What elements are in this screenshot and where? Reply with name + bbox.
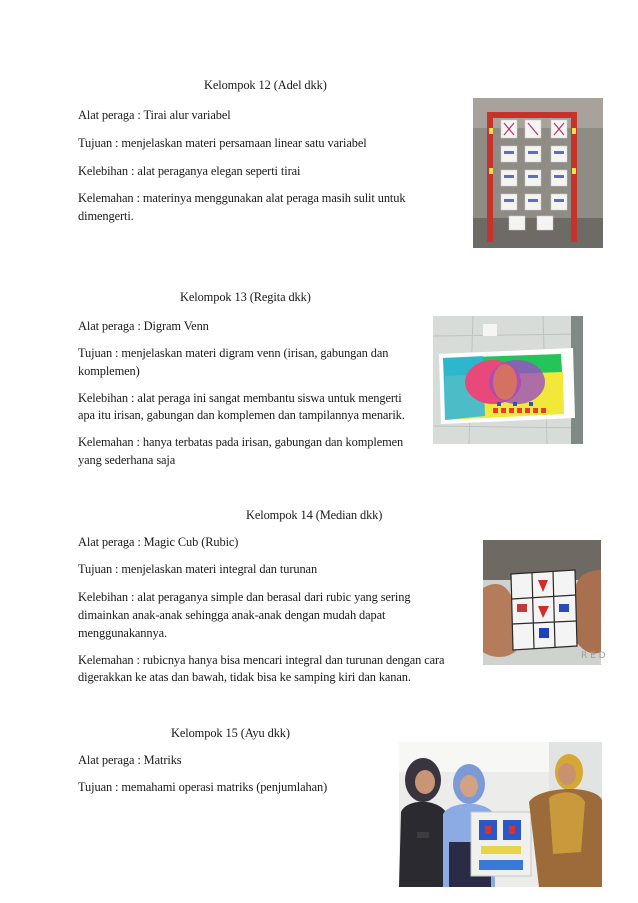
section-15-tujuan: Tujuan : memahami operasi matriks (penjumlahan) [78,780,328,794]
section-14-kelemahan-line1: Kelemahan : rubicnya hanya bisa mencari integral dan turunan dengan cara [78,653,445,667]
section-12-tujuan: Tujuan : menjelaskan materi persamaan linear satu variabel [78,136,367,150]
section-13-kelemahan-line2: yang sederhana saja [78,453,176,467]
section-15-alat-peraga: Alat peraga : Matriks [78,753,182,767]
section-14-kelebihan-line1: Kelebihan : alat peraganya simple dan berasal dari rubic yang sering [78,590,411,604]
section-12-kelemahan-line1: Kelemahan : materinya menggunakan alat peraga masih sulit untuk [78,191,406,205]
section-15-heading: Kelompok 15 (Ayu dkk) [171,726,290,740]
section-12-alat-peraga: Alat peraga : Tirai alur variabel [78,108,231,122]
section-13-kelebihan-line1: Kelebihan : alat peraga ini sangat membantu siswa untuk mengerti [78,391,402,405]
magic-cube-photo [483,540,606,665]
section-14-kelebihan-line2: dimainkan anak-anak sehingga anak-anak dengan mudah dapat [78,608,386,622]
section-13-alat-peraga: Alat peraga : Digram Venn [78,319,209,333]
section-14-tujuan: Tujuan : menjelaskan materi integral dan turunan [78,562,318,576]
section-13-tujuan-line2: komplemen) [78,364,140,378]
tirai-alur-variabel-photo [473,98,603,248]
section-14-alat-peraga: Alat peraga : Magic Cub (Rubic) [78,535,239,549]
section-13-kelebihan-line2: apa itu irisan, gabungan dan komplemen dan tampilannya menarik. [78,408,405,422]
section-14-kelebihan-line3: menggunakannya. [78,626,167,640]
section-12-kelemahan-line2: dimengerti. [78,209,134,223]
section-12-kelebihan: Kelebihan : alat peraganya elegan seperti tirai [78,164,301,178]
svg-text:R E D: R E D [581,651,606,661]
section-14-kelemahan-line2: digerakkan ke atas dan bawah, tidak bisa ke samping kiri dan kanan. [78,670,411,684]
section-13-tujuan-line1: Tujuan : menjelaskan materi digram venn (irisan, gabungan dan [78,346,389,360]
section-14-heading: Kelompok 14 (Median dkk) [246,508,383,522]
section-13-heading: Kelompok 13 (Regita dkk) [180,290,311,304]
section-12-heading: Kelompok 12 (Adel dkk) [204,78,327,92]
diagram-venn-photo [433,316,583,444]
section-13-kelemahan-line1: Kelemahan : hanya terbatas pada irisan, gabungan dan komplemen [78,435,404,449]
matriks-group-photo [399,742,602,887]
